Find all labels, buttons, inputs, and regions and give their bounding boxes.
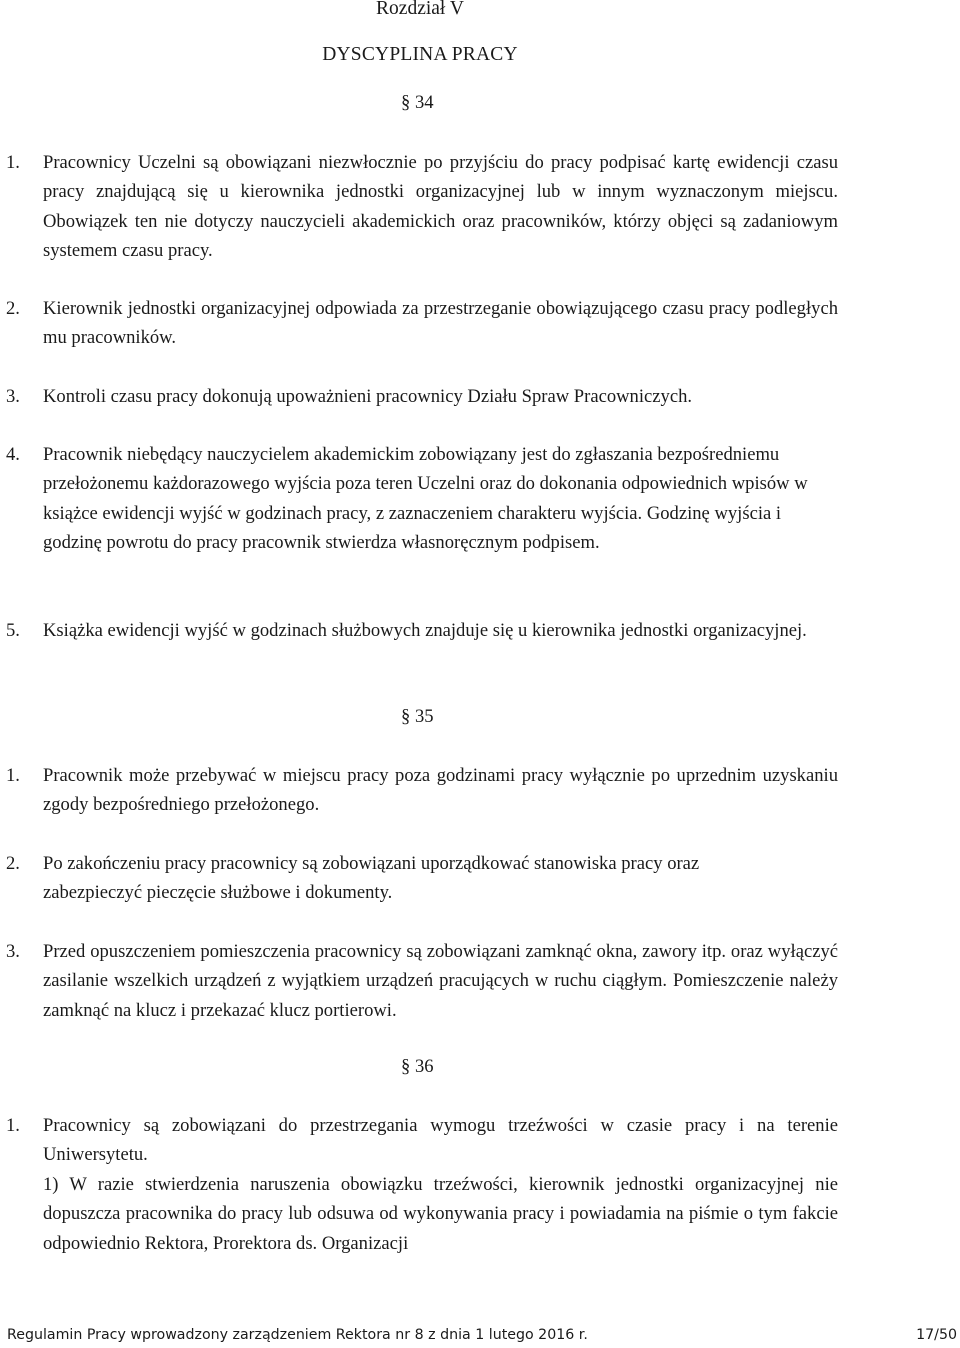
paragraph-text: Książka ewidencji wyjść w godzinach służbowych znajduje się u kierownika jednostki organizacyjnej. bbox=[43, 620, 807, 641]
paragraph-text: Pracownicy Uczelni są obowiązani niezwłocznie po przyjściu do pracy podpisać kartę ewidencji czasu pracy znajdującą się u kierownika jednostki organizacyjnej lub w innym wyznaczonym miejscu. Obowiązek ten nie dotyczy nauczycieli akademickich oraz pracowników, którzy objęci są zadaniowym systemem czasu pracy. bbox=[43, 152, 838, 262]
paragraph-number: 1. bbox=[6, 1115, 20, 1136]
paragraph-number: 2. bbox=[6, 298, 20, 319]
paragraph-text: Kierownik jednostki organizacyjnej odpowiada za przestrzeganie obowiązującego czasu pracy podległych mu pracowników. bbox=[43, 298, 838, 349]
paragraph-34-1 bbox=[6, 148, 838, 266]
paragraph-34-2 bbox=[6, 294, 838, 353]
paragraph-text: Przed opuszczeniem pomieszczenia pracownicy są zobowiązani zamknąć okna, zawory itp. oraz wyłączyć zasilanie wszelkich urządzeń z wyjątkiem urządzeń pracujących w ruchu ciągłym. Pomieszczenie należy zamknąć na klucz i przekazać klucz portierowi. bbox=[43, 941, 838, 1021]
footer-document-title: Regulamin Pracy wprowadzony zarządzeniem Rektora nr 8 z dnia 1 lutego 2016 r. bbox=[7, 1327, 588, 1343]
section-mark-35: § 35 bbox=[401, 706, 434, 727]
chapter-title: DYSCYPLINA PRACY bbox=[322, 44, 518, 65]
section-mark-36: § 36 bbox=[401, 1056, 434, 1077]
paragraph-text: Kontroli czasu pracy dokonują upoważnieni pracownicy Działu Spraw Pracowniczych. bbox=[43, 386, 693, 407]
paragraph-35-3 bbox=[6, 937, 838, 1025]
paragraph-number: 1. bbox=[6, 765, 20, 786]
paragraph-number: 2. bbox=[6, 853, 20, 874]
paragraph-number: 3. bbox=[6, 941, 20, 962]
paragraph-number: 5. bbox=[6, 620, 20, 641]
paragraph-36-1 bbox=[6, 1111, 838, 1170]
paragraph-number: 3. bbox=[6, 386, 20, 407]
paragraph-text: Po zakończeniu pracy pracownicy są zobowiązani uporządkować stanowiska pracy oraz zabezpieczyć pieczęcie służbowe i dokumenty. bbox=[43, 853, 700, 904]
paragraph-34-5 bbox=[6, 616, 838, 645]
paragraph-number: 4. bbox=[6, 444, 20, 465]
subparagraph-36-1-1: 1) W razie stwierdzenia naruszenia obowiązku trzeźwości, kierownik jednostki organizacyjnej nie dopuszcza pracownika do pracy lub odsuwa od wykonywania pracy i powiadamia na piśmie o tym fakcie odpowiednio Rektora, Prorektora ds. Organizacji bbox=[43, 1174, 838, 1254]
paragraph-34-4 bbox=[6, 440, 813, 558]
page-number: 17/50 bbox=[916, 1327, 957, 1343]
chapter-heading: Rozdział V bbox=[376, 0, 464, 19]
paragraph-35-2 bbox=[6, 849, 783, 908]
paragraph-35-1 bbox=[6, 761, 838, 820]
paragraph-34-3 bbox=[6, 382, 838, 411]
paragraph-text: Pracownik może przebywać w miejscu pracy poza godzinami pracy wyłącznie po uprzednim uzyskaniu zgody bezpośredniego przełożonego. bbox=[43, 765, 838, 816]
section-mark-34: § 34 bbox=[401, 92, 434, 113]
page-footer bbox=[7, 1326, 957, 1344]
paragraph-text: Pracownicy są zobowiązani do przestrzegania wymogu trzeźwości w czasie pracy i na terenie Uniwersytetu. bbox=[43, 1115, 838, 1166]
paragraph-text: Pracownik niebędący nauczycielem akademickim zobowiązany jest do zgłaszania bezpośredniemu przełożonemu każdorazowego wyjścia poza teren Uczelni oraz do dokonania odpowiednich wpisów w książce ewidencji wyjść w godzinach pracy, z zaznaczeniem charakteru wyjścia. Godzinę wyjścia i godzinę powrotu do pracy pracownik stwierdza własnoręcznym podpisem. bbox=[43, 444, 808, 554]
paragraph-number: 1. bbox=[6, 152, 20, 173]
